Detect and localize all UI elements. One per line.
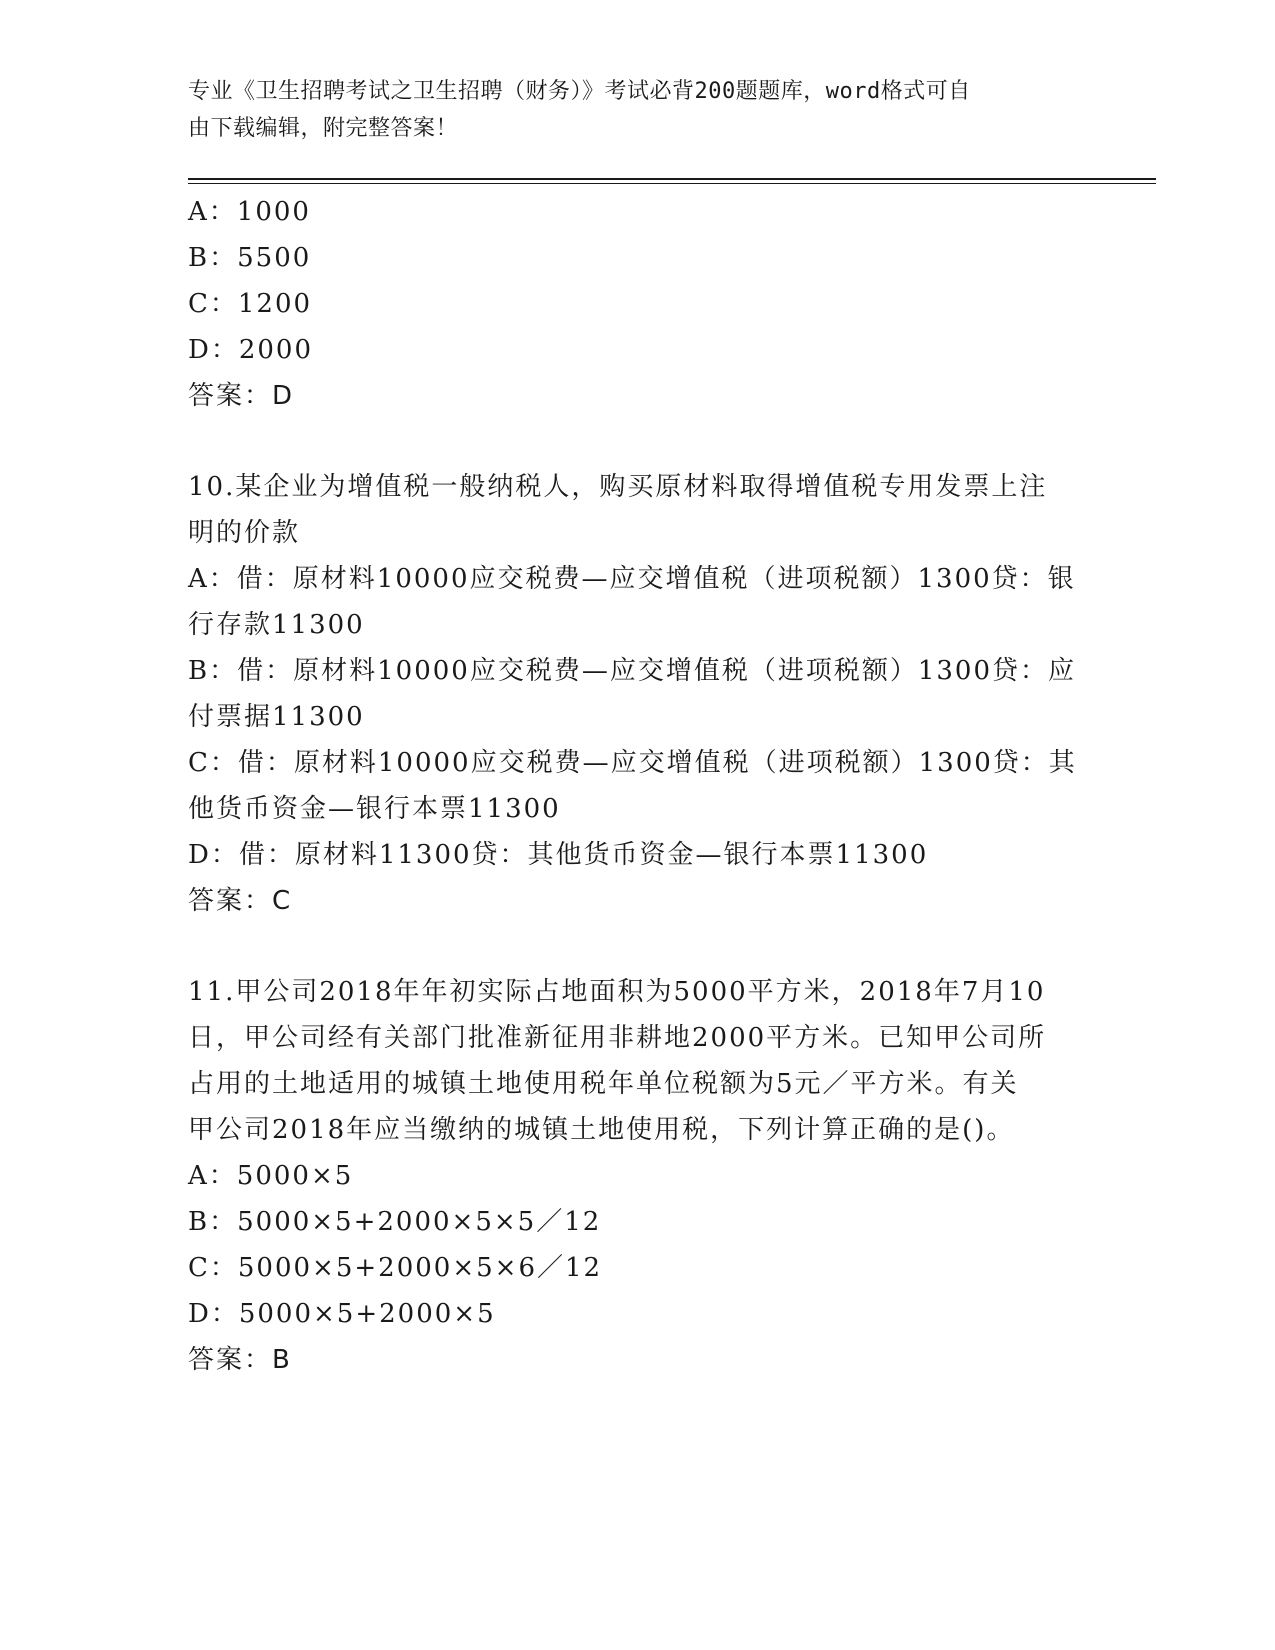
header-divider-thin: [188, 183, 1156, 184]
option-d: D：5000×5+2000×5: [188, 1299, 496, 1329]
option-d: D：2000: [188, 335, 314, 365]
answer: 答案：C: [188, 886, 293, 916]
document-body: [188, 189, 1088, 1383]
spacer: [188, 924, 1088, 969]
question-stem-line: 明的价款: [188, 518, 301, 548]
question-stem-line: 11.甲公司2018年年初实际占地面积为5000平方米，2018年7月10: [188, 977, 1046, 1007]
option-d: D：借：原材料11300贷：其他货币资金—银行本票11300: [188, 840, 929, 870]
option-a-continued: 行存款11300: [188, 610, 365, 640]
question-11: [188, 969, 1088, 1383]
document-header: [188, 73, 1088, 147]
option-a: A：借：原材料10000应交税费—应交增值税（进项税额）1300贷：银: [188, 564, 1076, 594]
question-stem-line: 10.某企业为增值税一般纳税人，购买原材料取得增值税专用发票上注: [188, 472, 1048, 502]
option-b: B：借：原材料10000应交税费—应交增值税（进项税额）1300贷：应: [188, 656, 1076, 686]
header-divider-thick: [188, 178, 1156, 180]
question-9: [188, 189, 1088, 419]
answer: 答案：D: [188, 381, 295, 411]
option-c: C：借：原材料10000应交税费—应交增值税（进项税额）1300贷：其: [188, 748, 1077, 778]
option-c: C：5000×5+2000×5×6／12: [188, 1253, 603, 1283]
question-stem-line: 日，甲公司经有关部门批准新征用非耕地2000平方米。已知甲公司所: [188, 1023, 1047, 1053]
option-b: B：5000×5+2000×5×5／12: [188, 1207, 602, 1237]
spacer: [188, 419, 1088, 464]
question-stem-line: 占用的土地适用的城镇土地使用税年单位税额为5元／平方米。有关: [188, 1069, 1019, 1099]
question-stem-line: 甲公司2018年应当缴纳的城镇土地使用税，下列计算正确的是()。: [188, 1115, 1015, 1145]
header-line-2: 由下载编辑，附完整答案！: [188, 116, 459, 141]
header-line-1: 专业《卫生招聘考试之卫生招聘（财务）》考试必背200题题库，word格式可自: [188, 79, 971, 104]
answer: 答案：B: [188, 1345, 292, 1375]
option-a: A：1000: [188, 197, 311, 227]
option-a: A：5000×5: [188, 1161, 354, 1191]
question-10: [188, 464, 1088, 924]
option-b-continued: 付票据11300: [188, 702, 365, 732]
option-b: B：5500: [188, 243, 312, 273]
option-c: C：1200: [188, 289, 313, 319]
option-c-continued: 他货币资金—银行本票11300: [188, 794, 561, 824]
